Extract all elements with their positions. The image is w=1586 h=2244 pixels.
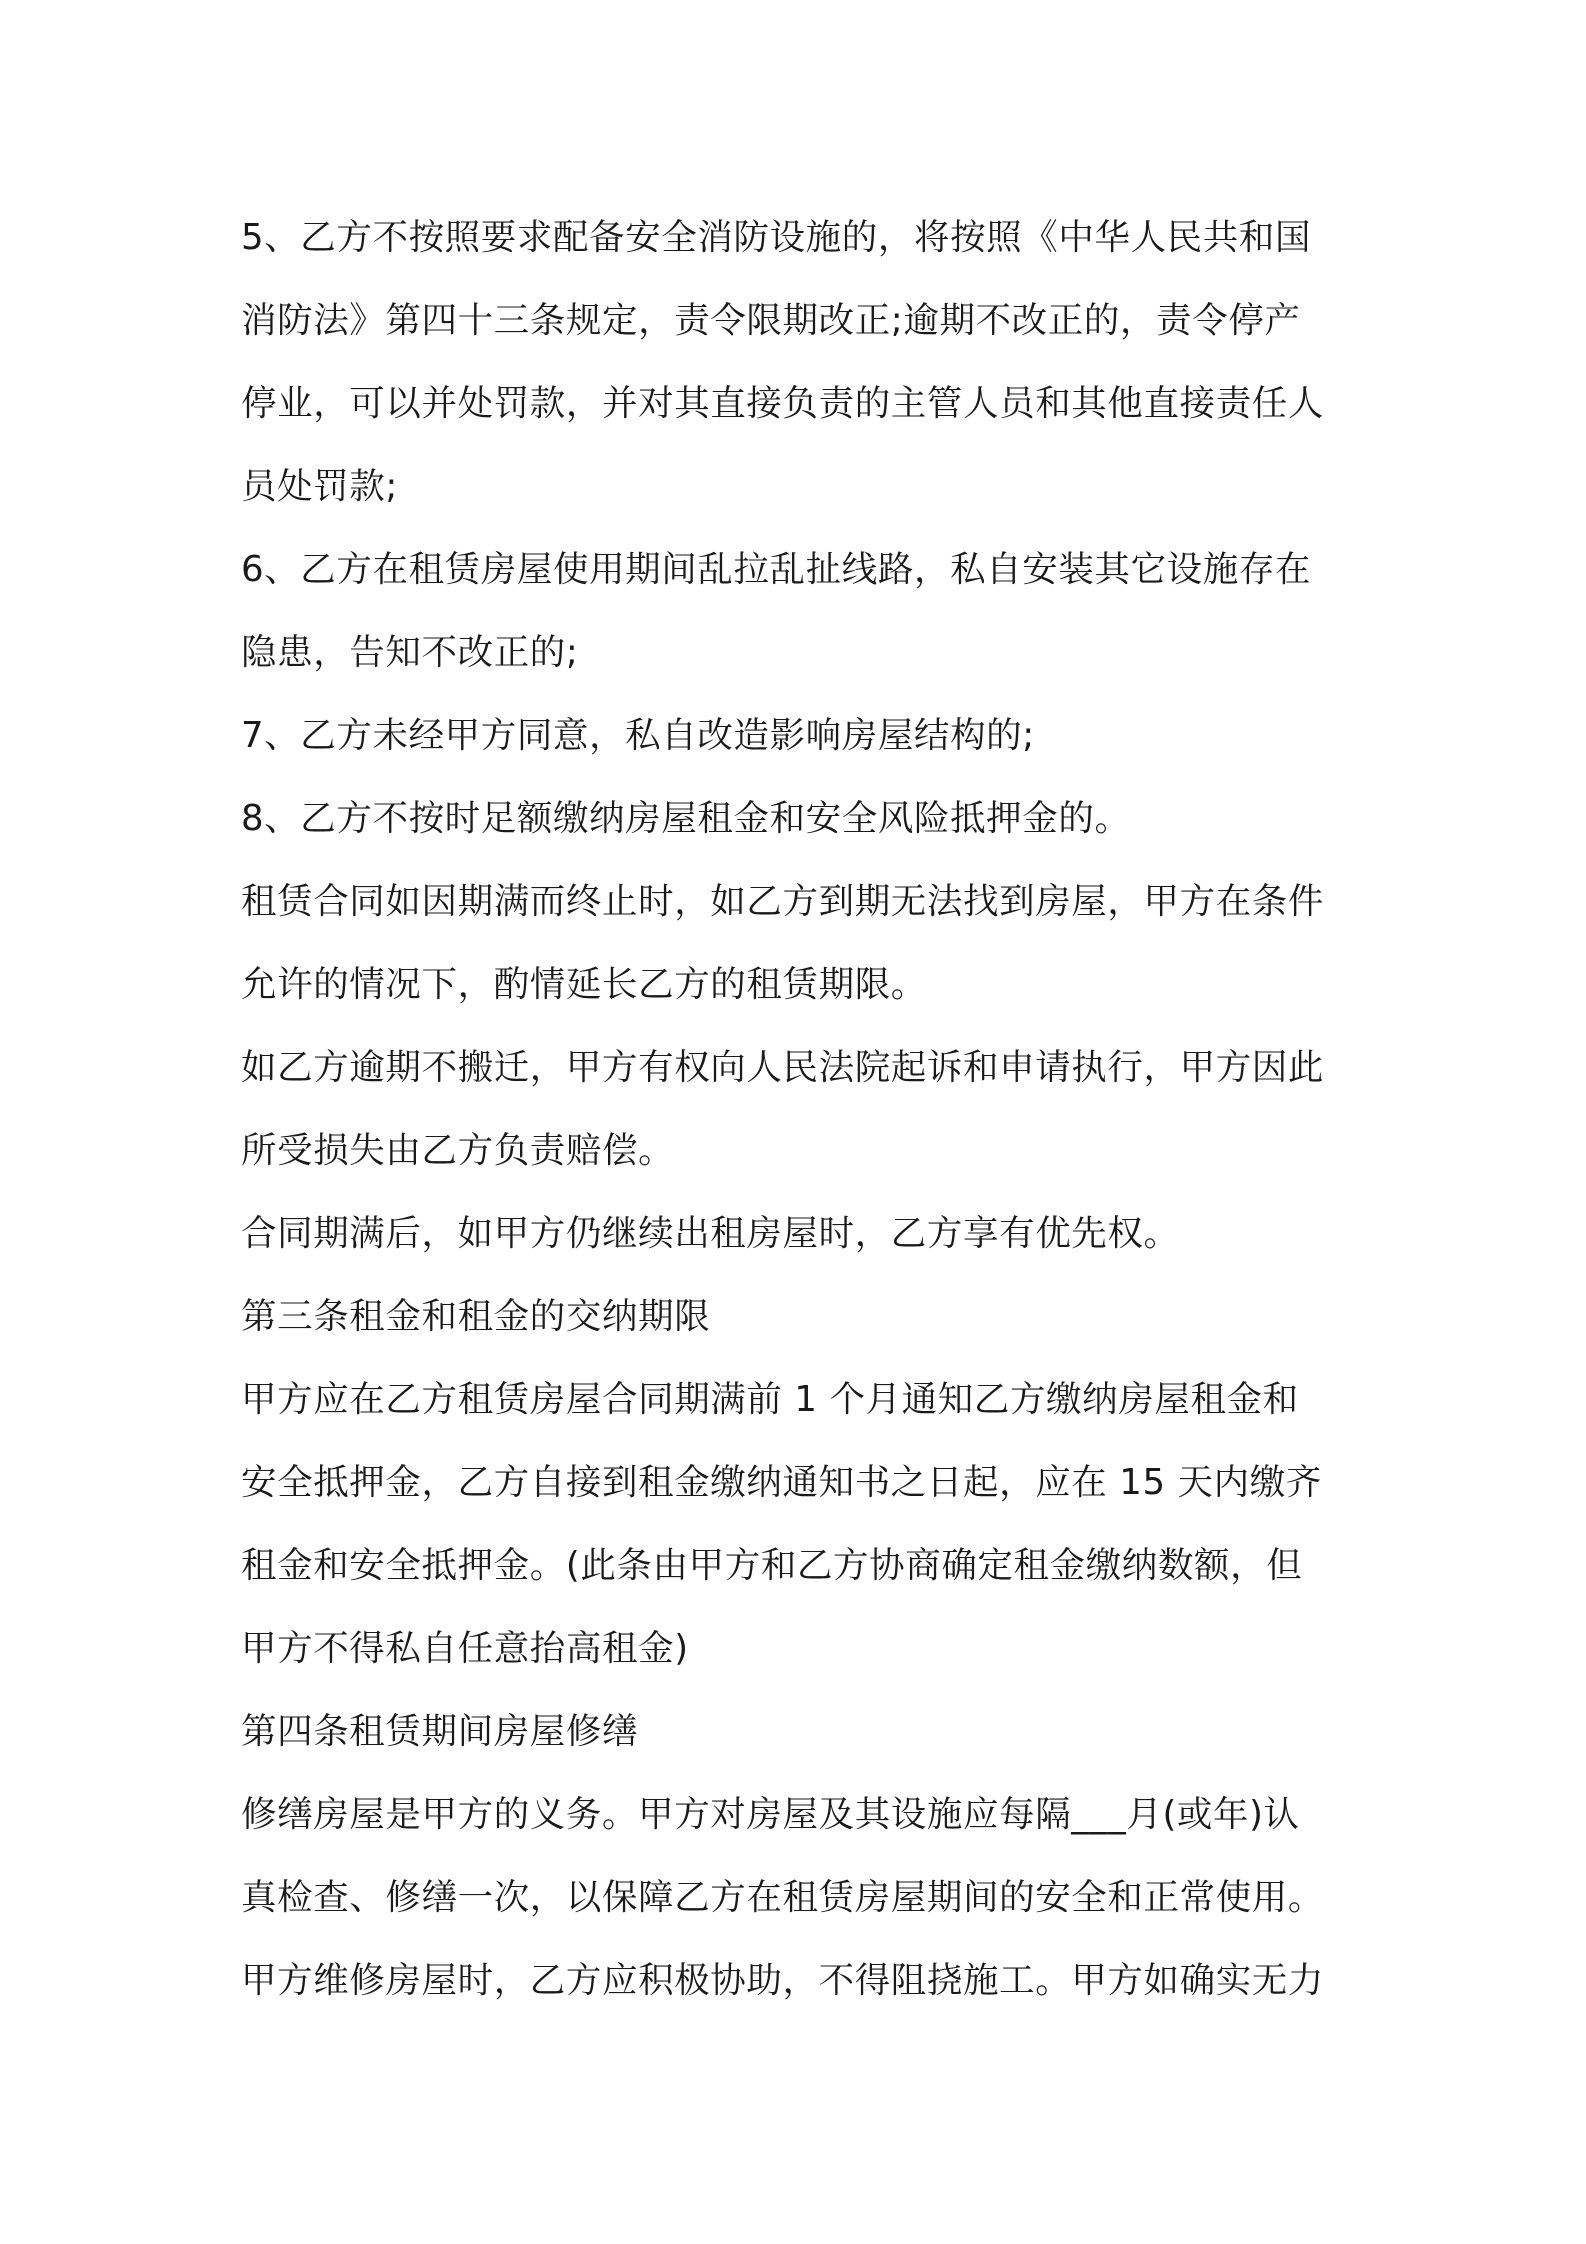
lease-expiry-paragraph (241, 860, 1361, 1026)
text-line: 真检查、修缮一次，以保障乙方在租赁房屋期间的安全和正常使用。 (241, 1877, 1325, 1918)
text-line: 所受损失由乙方负责赔偿。 (241, 1130, 675, 1171)
clause-7-paragraph (241, 694, 1361, 777)
section-heading: 第四条租赁期间房屋修缮 (241, 1711, 639, 1752)
text-line: 修缮房屋是甲方的义务。甲方对房屋及其设施应每隔___月(或年)认 (241, 1794, 1300, 1835)
text-line: 甲方维修房屋时，乙方应积极协助，不得阻挠施工。甲方如确实无力 (241, 1960, 1325, 2001)
priority-right-paragraph (241, 1192, 1361, 1275)
text-line: 合同期满后，如甲方仍继续出租房屋时，乙方享有优先权。 (241, 1213, 1180, 1254)
text-line: 消防法》第四十三条规定，责令限期改正;逾期不改正的，责令停产 (241, 300, 1301, 341)
text-line: 租赁合同如因期满而终止时，如乙方到期无法找到房屋，甲方在条件 (241, 881, 1325, 922)
article-3-heading (241, 1275, 1361, 1358)
text-line: 如乙方逾期不搬迁，甲方有权向人民法院起诉和申请执行，甲方因此 (241, 1047, 1325, 1088)
rent-payment-paragraph (241, 1358, 1361, 1690)
section-heading: 第三条租金和租金的交纳期限 (241, 1296, 711, 1337)
text-line: 6、乙方在租赁房屋使用期间乱拉乱扯线路，私自安装其它设施存在 (241, 549, 1312, 590)
text-line: 甲方不得私自任意抬高租金) (241, 1628, 689, 1669)
text-line: 租金和安全抵押金。(此条由甲方和乙方协商确定租金缴纳数额，但 (241, 1545, 1303, 1586)
clause-6-paragraph (241, 528, 1361, 694)
overdue-relocation-paragraph (241, 1026, 1361, 1192)
text-line: 甲方应在乙方租赁房屋合同期满前 1 个月通知乙方缴纳房屋租金和 (241, 1379, 1299, 1420)
text-line: 允许的情况下，酌情延长乙方的租赁期限。 (241, 964, 927, 1005)
document-body (241, 196, 1361, 2022)
text-line: 7、乙方未经甲方同意，私自改造影响房屋结构的; (241, 715, 1035, 756)
clause-5-paragraph (241, 196, 1361, 528)
repair-paragraph (241, 1773, 1361, 2022)
text-line: 安全抵押金，乙方自接到租金缴纳通知书之日起，应在 15 天内缴齐 (241, 1462, 1322, 1503)
text-line: 停业，可以并处罚款，并对其直接负责的主管人员和其他直接责任人 (241, 383, 1325, 424)
article-4-heading (241, 1690, 1361, 1773)
text-line: 8、乙方不按时足额缴纳房屋租金和安全风险抵押金的。 (241, 798, 1131, 839)
text-line: 隐患，告知不改正的; (241, 632, 579, 673)
text-line: 员处罚款; (241, 466, 398, 507)
clause-8-paragraph (241, 777, 1361, 860)
text-line: 5、乙方不按照要求配备安全消防设施的，将按照《中华人民共和国 (241, 217, 1312, 258)
